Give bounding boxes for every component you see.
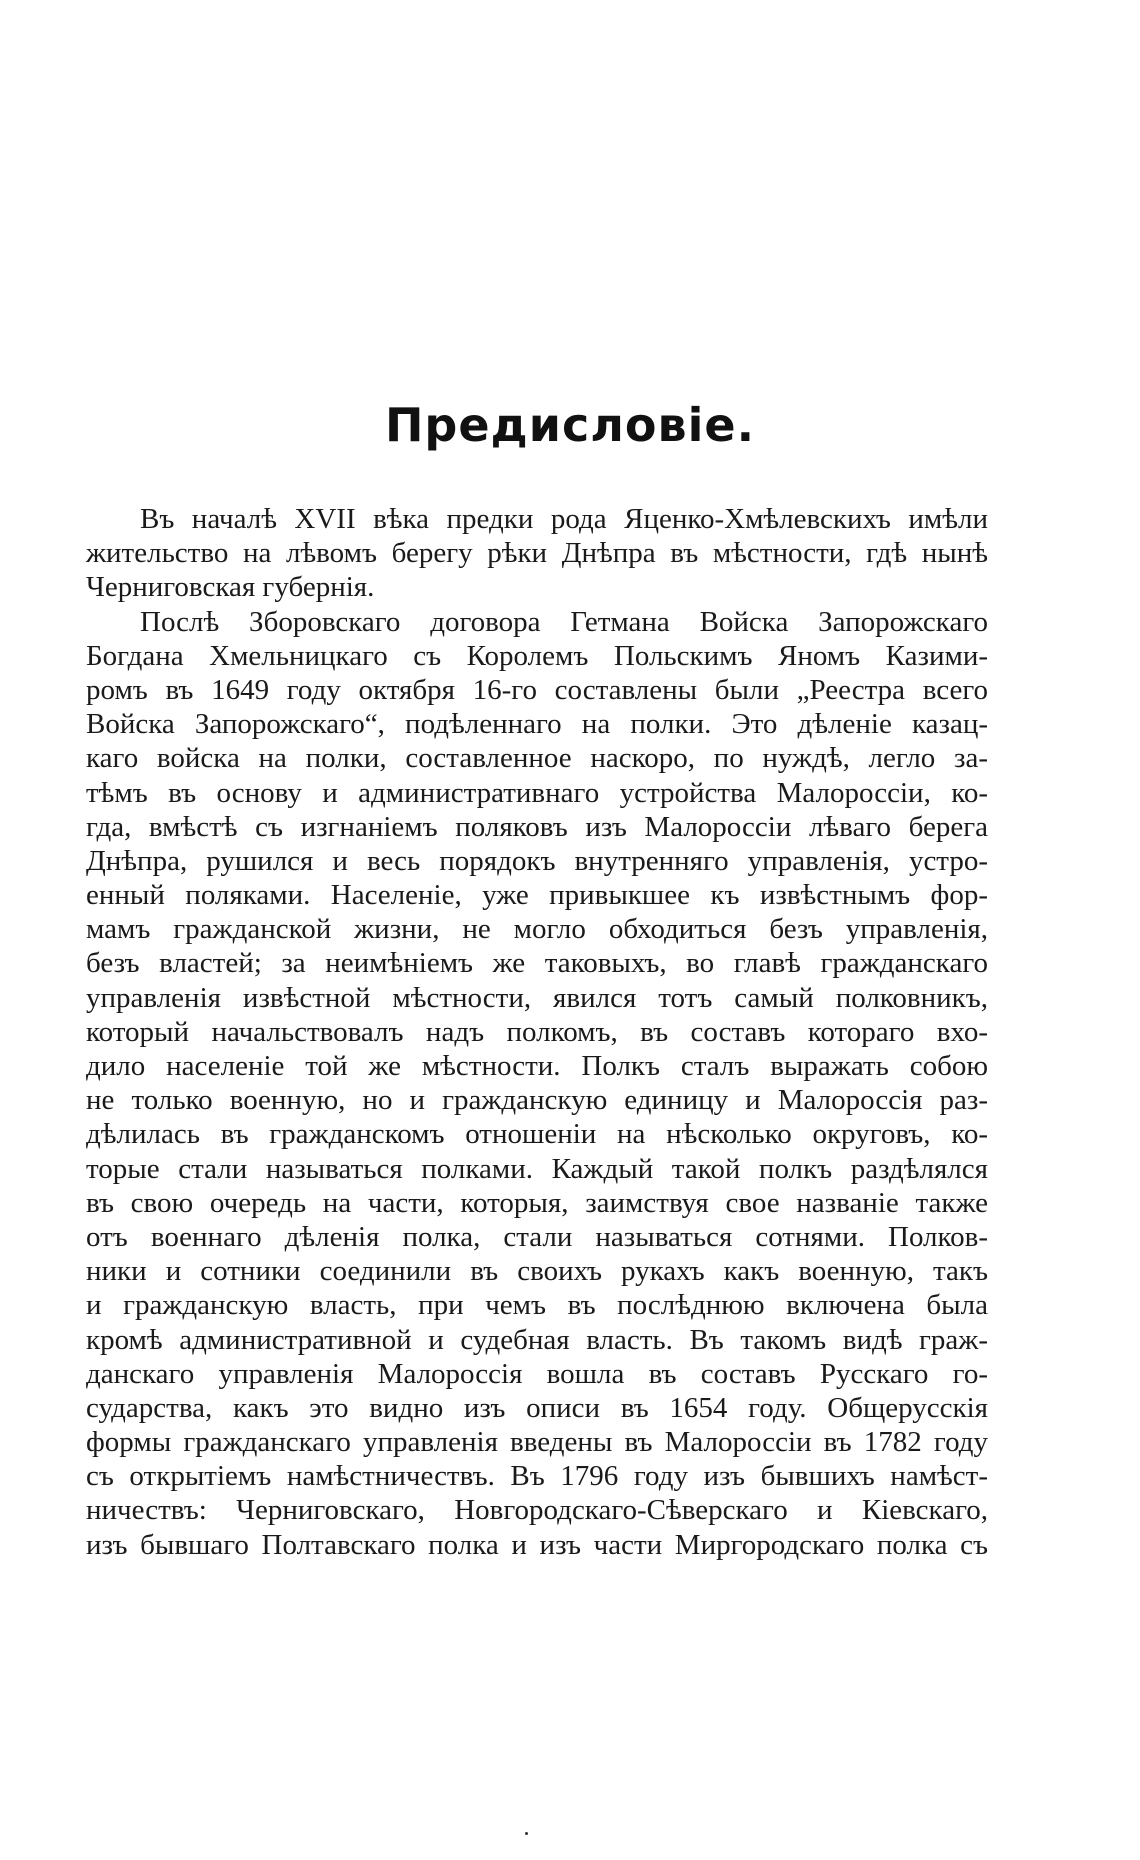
text-line: ничествъ: Черниговскаго, Новгородскаго-Сѣверскаго и Кіевскаго, xyxy=(86,1494,988,1527)
text-line: изъ бывшаго Полтавскаго полка и изъ части Миргородскаго полка съ xyxy=(86,1528,988,1561)
text-line: Въ началѣ XVII вѣка предки рода Яценко-Хмѣлевскихъ имѣли xyxy=(140,503,988,535)
text-line: дѣлилась въ гражданскомъ отношеніи на нѣсколько округовъ, ко- xyxy=(86,1118,988,1151)
text-line: управленія извѣстной мѣстности, явился тотъ самый полковникъ, xyxy=(86,981,988,1014)
page-mark-dot xyxy=(525,1832,528,1835)
text-line: тѣмъ въ основу и административнаго устройства Малороссіи, ко- xyxy=(86,776,988,809)
text-line: Богдана Хмельницкаго съ Королемъ Польскимъ Яномъ Казими- xyxy=(86,639,988,672)
text-line: гда, вмѣстѣ съ изгнаніемъ поляковъ изъ Малороссіи лѣваго берега xyxy=(86,810,988,843)
text-line: отъ военнаго дѣленія полка, стали называться сотнями. Полков- xyxy=(86,1220,988,1253)
text-line: Днѣпра, рушился и весь порядокъ внутренняго управленія, устро- xyxy=(86,844,988,877)
text-line: ромъ въ 1649 году октября 16-го составлены были „Реестра всего xyxy=(86,673,988,706)
page-title: Предисловіе. xyxy=(384,398,756,452)
text-line: съ открытіемъ намѣстничествъ. Въ 1796 году изъ бывшихъ намѣст- xyxy=(86,1460,988,1493)
text-line: формы гражданскаго управленія введены въ Малороссіи въ 1782 году xyxy=(86,1426,988,1459)
text-line: Черниговская губернія. xyxy=(86,571,375,604)
body-text xyxy=(86,502,988,1562)
text-line: каго войска на полки, составленное наскоро, по нуждѣ, легло за- xyxy=(86,742,988,775)
text-line: Послѣ Зборовскаго договора Гетмана Войска Запорожскаго xyxy=(140,605,988,638)
text-line: енный поляками. Населеніе, уже привыкшее къ извѣстнымъ фор- xyxy=(86,879,988,912)
text-line: торые стали называться полками. Каждый такой полкъ раздѣлялся xyxy=(86,1152,988,1185)
text-line: мамъ гражданской жизни, не могло обходиться безъ управленія, xyxy=(86,913,988,946)
text-line: данскаго управленія Малороссія вошла въ составъ Русскаго го- xyxy=(86,1357,988,1390)
text-line: который начальствовалъ надъ полкомъ, въ составъ котораго вхо- xyxy=(86,1015,988,1048)
text-line: сударства, какъ это видно изъ описи въ 1654 году. Общерусскія xyxy=(86,1391,988,1424)
text-line: не только военную, но и гражданскую единицу и Малороссія раз- xyxy=(86,1084,988,1117)
text-line: безъ властей; за неимѣніемъ же таковыхъ, во главѣ гражданскаго xyxy=(86,947,988,980)
text-line: въ свою очередь на части, которыя, заимствуя свое названіе также xyxy=(86,1186,988,1219)
text-line: дило населеніе той же мѣстности. Полкъ сталъ выражать собою xyxy=(86,1050,988,1082)
text-line: Войска Запорожскаго“, подѣленнаго на полки. Это дѣленіе казац- xyxy=(86,708,988,741)
text-line: ники и сотники соединили въ своихъ рукахъ какъ военную, такъ xyxy=(86,1255,988,1288)
text-line: и гражданскую власть, при чемъ въ послѣднюю включена была xyxy=(86,1289,988,1322)
text-line: жительство на лѣвомъ берегу рѣки Днѣпра въ мѣстности, гдѣ нынѣ xyxy=(86,537,988,570)
text-line: кромѣ административной и судебная власть. Въ такомъ видѣ граж- xyxy=(86,1323,988,1356)
